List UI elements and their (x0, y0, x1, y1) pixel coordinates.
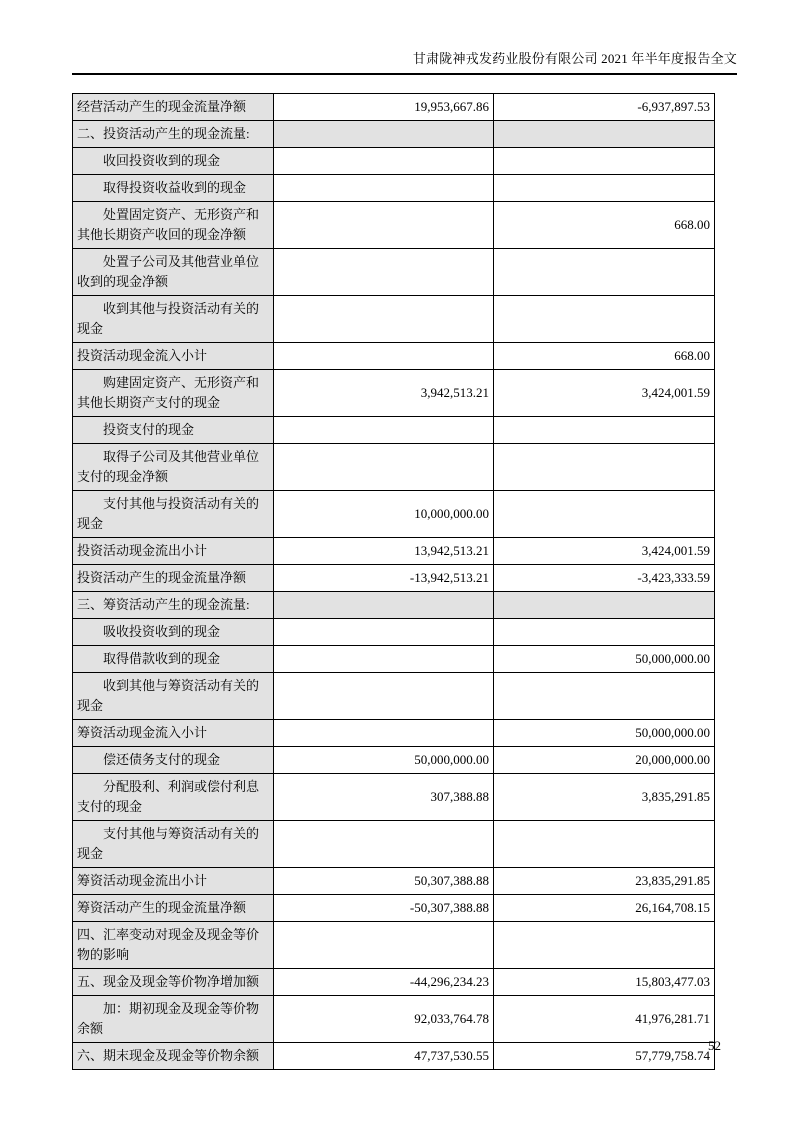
row-current-period-amount (274, 249, 494, 296)
row-label: 加：期初现金及现金等价物余额 (73, 996, 274, 1043)
row-label: 分配股利、利润或偿付利息支付的现金 (73, 774, 274, 821)
row-label: 处置子公司及其他营业单位收到的现金净额 (73, 249, 274, 296)
table-row (73, 343, 715, 370)
row-current-period-amount (274, 148, 494, 175)
row-prior-period-amount: 41,976,281.71 (494, 996, 715, 1043)
table-row (73, 94, 715, 121)
row-label: 取得子公司及其他营业单位支付的现金净额 (73, 444, 274, 491)
row-current-period-amount: 307,388.88 (274, 774, 494, 821)
row-current-period-amount: 50,000,000.00 (274, 747, 494, 774)
row-current-period-amount (274, 121, 494, 148)
row-label: 支付其他与筹资活动有关的现金 (73, 821, 274, 868)
row-current-period-amount (274, 296, 494, 343)
table-row (73, 202, 715, 249)
table-row (73, 821, 715, 868)
row-current-period-amount: 19,953,667.86 (274, 94, 494, 121)
table-row (73, 868, 715, 895)
row-current-period-amount: -50,307,388.88 (274, 895, 494, 922)
row-label: 四、汇率变动对现金及现金等价物的影响 (73, 922, 274, 969)
table-row (73, 774, 715, 821)
row-label: 偿还债务支付的现金 (73, 747, 274, 774)
table-row (73, 417, 715, 444)
table-row (73, 969, 715, 996)
table-row (73, 646, 715, 673)
row-label: 投资活动现金流入小计 (73, 343, 274, 370)
row-current-period-amount (274, 343, 494, 370)
row-prior-period-amount: 26,164,708.15 (494, 895, 715, 922)
row-label: 吸收投资收到的现金 (73, 619, 274, 646)
row-current-period-amount: 13,942,513.21 (274, 538, 494, 565)
row-label: 筹资活动现金流入小计 (73, 720, 274, 747)
row-current-period-amount (274, 417, 494, 444)
cash-flow-table-body (73, 94, 715, 1070)
row-prior-period-amount: 3,835,291.85 (494, 774, 715, 821)
row-current-period-amount (274, 202, 494, 249)
table-row (73, 249, 715, 296)
row-current-period-amount: 3,942,513.21 (274, 370, 494, 417)
table-row (73, 895, 715, 922)
table-row (73, 175, 715, 202)
table-row (73, 296, 715, 343)
cash-flow-table (72, 93, 715, 1070)
row-prior-period-amount (494, 175, 715, 202)
row-prior-period-amount: 3,424,001.59 (494, 538, 715, 565)
table-row (73, 619, 715, 646)
row-prior-period-amount (494, 296, 715, 343)
row-prior-period-amount (494, 121, 715, 148)
row-prior-period-amount (494, 592, 715, 619)
row-current-period-amount (274, 444, 494, 491)
table-row (73, 121, 715, 148)
row-prior-period-amount (494, 148, 715, 175)
row-prior-period-amount: 23,835,291.85 (494, 868, 715, 895)
table-row (73, 538, 715, 565)
row-current-period-amount: 50,307,388.88 (274, 868, 494, 895)
row-label: 取得投资收益收到的现金 (73, 175, 274, 202)
row-label: 投资活动产生的现金流量净额 (73, 565, 274, 592)
row-prior-period-amount (494, 922, 715, 969)
row-label: 收到其他与投资活动有关的现金 (73, 296, 274, 343)
row-prior-period-amount: 3,424,001.59 (494, 370, 715, 417)
row-label: 购建固定资产、无形资产和其他长期资产支付的现金 (73, 370, 274, 417)
row-prior-period-amount (494, 417, 715, 444)
table-row (73, 996, 715, 1043)
row-label: 二、投资活动产生的现金流量: (73, 121, 274, 148)
table-row (73, 565, 715, 592)
row-label: 筹资活动产生的现金流量净额 (73, 895, 274, 922)
row-prior-period-amount: -6,937,897.53 (494, 94, 715, 121)
row-current-period-amount (274, 720, 494, 747)
row-label: 收到其他与筹资活动有关的现金 (73, 673, 274, 720)
row-prior-period-amount (494, 821, 715, 868)
row-prior-period-amount: 50,000,000.00 (494, 646, 715, 673)
row-label: 三、筹资活动产生的现金流量: (73, 592, 274, 619)
row-current-period-amount (274, 592, 494, 619)
row-prior-period-amount (494, 619, 715, 646)
row-current-period-amount (274, 175, 494, 202)
row-current-period-amount: 92,033,764.78 (274, 996, 494, 1043)
row-prior-period-amount: 15,803,477.03 (494, 969, 715, 996)
row-current-period-amount (274, 821, 494, 868)
report-title: 甘肃陇神戎发药业股份有限公司 2021 年半年度报告全文 (412, 51, 737, 66)
row-label: 取得借款收到的现金 (73, 646, 274, 673)
table-row (73, 491, 715, 538)
row-label: 收回投资收到的现金 (73, 148, 274, 175)
row-current-period-amount: 10,000,000.00 (274, 491, 494, 538)
row-label: 投资活动现金流出小计 (73, 538, 274, 565)
row-label: 五、现金及现金等价物净增加额 (73, 969, 274, 996)
table-row (73, 444, 715, 491)
page-number: 52 (708, 1038, 721, 1053)
row-prior-period-amount: 668.00 (494, 202, 715, 249)
table-row (73, 673, 715, 720)
row-label: 处置固定资产、无形资产和其他长期资产收回的现金净额 (73, 202, 274, 249)
table-row (73, 370, 715, 417)
row-label: 投资支付的现金 (73, 417, 274, 444)
row-prior-period-amount (494, 444, 715, 491)
row-label: 支付其他与投资活动有关的现金 (73, 491, 274, 538)
table-row (73, 720, 715, 747)
row-current-period-amount (274, 922, 494, 969)
row-label: 经营活动产生的现金流量净额 (73, 94, 274, 121)
row-current-period-amount: 47,737,530.55 (274, 1043, 494, 1070)
row-label: 筹资活动现金流出小计 (73, 868, 274, 895)
table-row (73, 922, 715, 969)
page-header (72, 50, 737, 75)
row-prior-period-amount: -3,423,333.59 (494, 565, 715, 592)
row-prior-period-amount: 668.00 (494, 343, 715, 370)
row-current-period-amount (274, 646, 494, 673)
row-current-period-amount (274, 619, 494, 646)
row-prior-period-amount (494, 673, 715, 720)
row-prior-period-amount: 50,000,000.00 (494, 720, 715, 747)
table-row (73, 592, 715, 619)
row-prior-period-amount (494, 491, 715, 538)
row-prior-period-amount (494, 249, 715, 296)
table-row (73, 747, 715, 774)
table-row (73, 148, 715, 175)
row-label: 六、期末现金及现金等价物余额 (73, 1043, 274, 1070)
row-prior-period-amount: 57,779,758.74 (494, 1043, 715, 1070)
row-current-period-amount: -44,296,234.23 (274, 969, 494, 996)
row-current-period-amount (274, 673, 494, 720)
row-prior-period-amount: 20,000,000.00 (494, 747, 715, 774)
row-current-period-amount: -13,942,513.21 (274, 565, 494, 592)
